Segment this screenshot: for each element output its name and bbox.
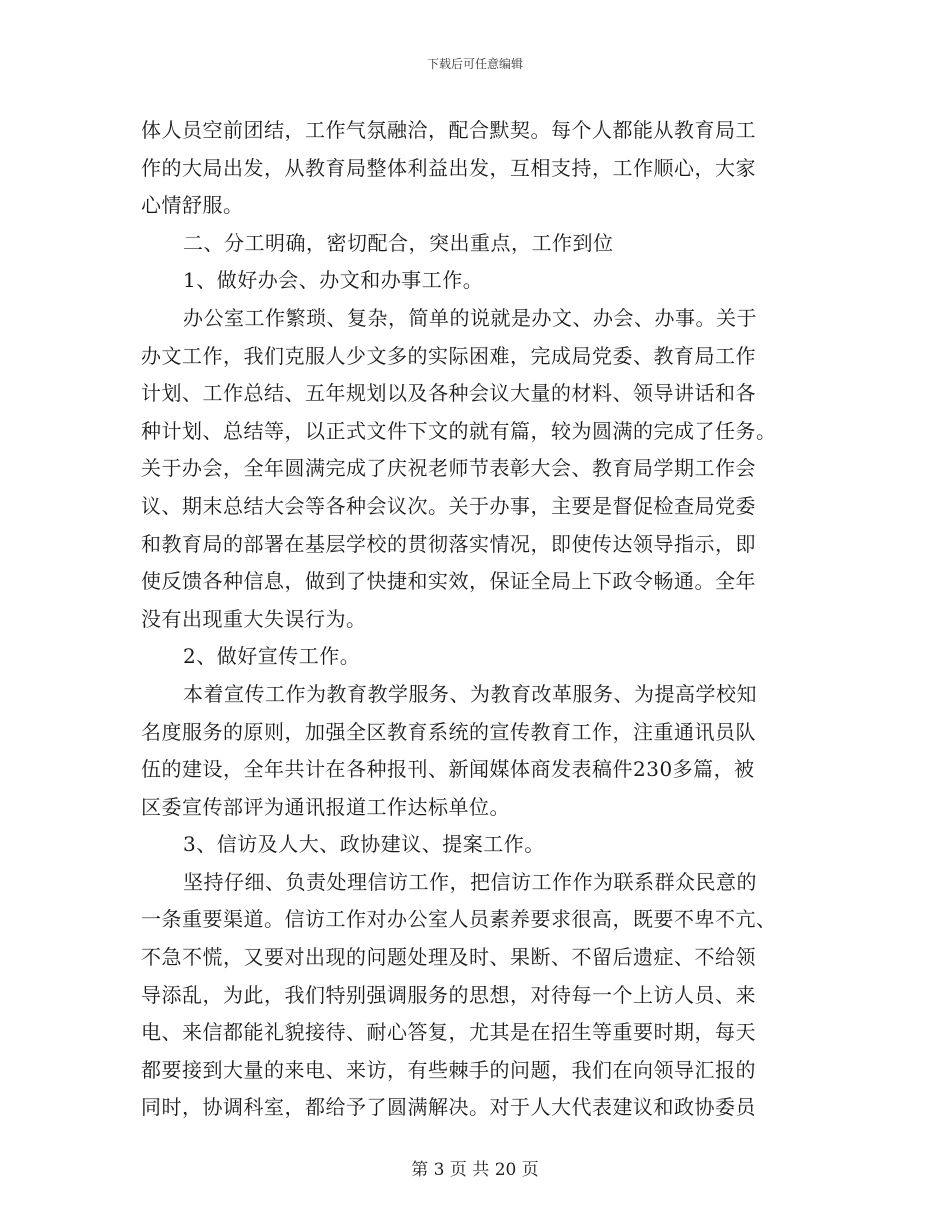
text-line: 3、信访及人大、政协建议、提案工作。 — [183, 832, 545, 857]
text-line: 区委宣传部评为通讯报道工作达标单位。 — [141, 794, 510, 819]
text-line: 本着宣传工作为教育教学服务、为教育改革服务、为提高学校知 — [183, 681, 757, 706]
text-line: 导添乱，为此，我们特别强调服务的思想，对待每一个上访人员、来 — [141, 982, 756, 1007]
text-line: 同时，协调科室，都给予了圆满解决。对于人大代表建议和政协委员 — [141, 1095, 756, 1120]
text-line: 体人员空前团结，工作气氛融洽，配合默契。每个人都能从教育局工 — [141, 118, 756, 142]
text-line: 名度服务的原则，加强全区教育系统的宣传教育工作，注重通讯员队 — [141, 719, 756, 744]
text-line: 坚持仔细、负责处理信访工作，把信访工作作为联系群众民意的 — [183, 869, 757, 894]
text-line: 电、来信都能礼貌接待、耐心答复，尤其是在招生等重要时期，每天 — [141, 1020, 756, 1045]
page-footer: 第 3 页 共 20 页 — [411, 1160, 539, 1180]
page-header: 下载后可任意编辑 — [426, 57, 523, 71]
text-line: 心情舒服。 — [141, 193, 244, 218]
text-line: 关于办会，全年圆满完成了庆祝老师节表彰大会、教育局学期工作会 — [141, 456, 756, 481]
text-line: 办公室工作繁琐、复杂，简单的说就是办文、办会、办事。关于 — [183, 305, 757, 330]
text-line: 不急不慌，又要对出现的问题处理及时、果断、不留后遗症、不给领 — [141, 945, 756, 970]
text-line: 2、做好宣传工作。 — [183, 644, 361, 669]
text-line: 议、期末总结大会等各种会议次。关于办事，主要是督促检查局党委 — [141, 493, 756, 518]
document-body — [141, 112, 801, 1127]
text-line: 一条重要渠道。信访工作对办公室人员素养要求很高，既要不卑不亢、 — [141, 907, 777, 932]
text-line: 使反馈各种信息，做到了快捷和实效，保证全局上下政令畅通。全年 — [141, 569, 756, 594]
text-line: 和教育局的部署在基层学校的贯彻落实情况，即使传达领导指示，即 — [141, 531, 756, 556]
text-line: 都要接到大量的来电、来访，有些棘手的问题，我们在向领导汇报的 — [141, 1057, 756, 1082]
text-line: 计划、工作总结、五年规划以及各种会议大量的材料、领导讲话和各 — [141, 381, 756, 406]
text-line: 1、做好办会、办文和办事工作。 — [183, 268, 484, 293]
text-line: 没有出现重大失误行为。 — [141, 606, 367, 631]
text-line: 种计划、总结等，以正式文件下文的就有篇，较为圆满的完成了任务。 — [141, 418, 777, 443]
text-line: 二、分工明确，密切配合，突出重点，工作到位 — [183, 230, 614, 255]
text-line: 办文工作，我们克服人少文多的实际困难，完成局党委、教育局工作 — [141, 343, 756, 368]
text-line: 伍的建设，全年共计在各种报刊、新闻媒体商发表稿件230多篇，被 — [141, 757, 755, 782]
text-line: 作的大局出发，从教育局整体利益出发，互相支持，工作顺心，大家 — [141, 155, 756, 180]
